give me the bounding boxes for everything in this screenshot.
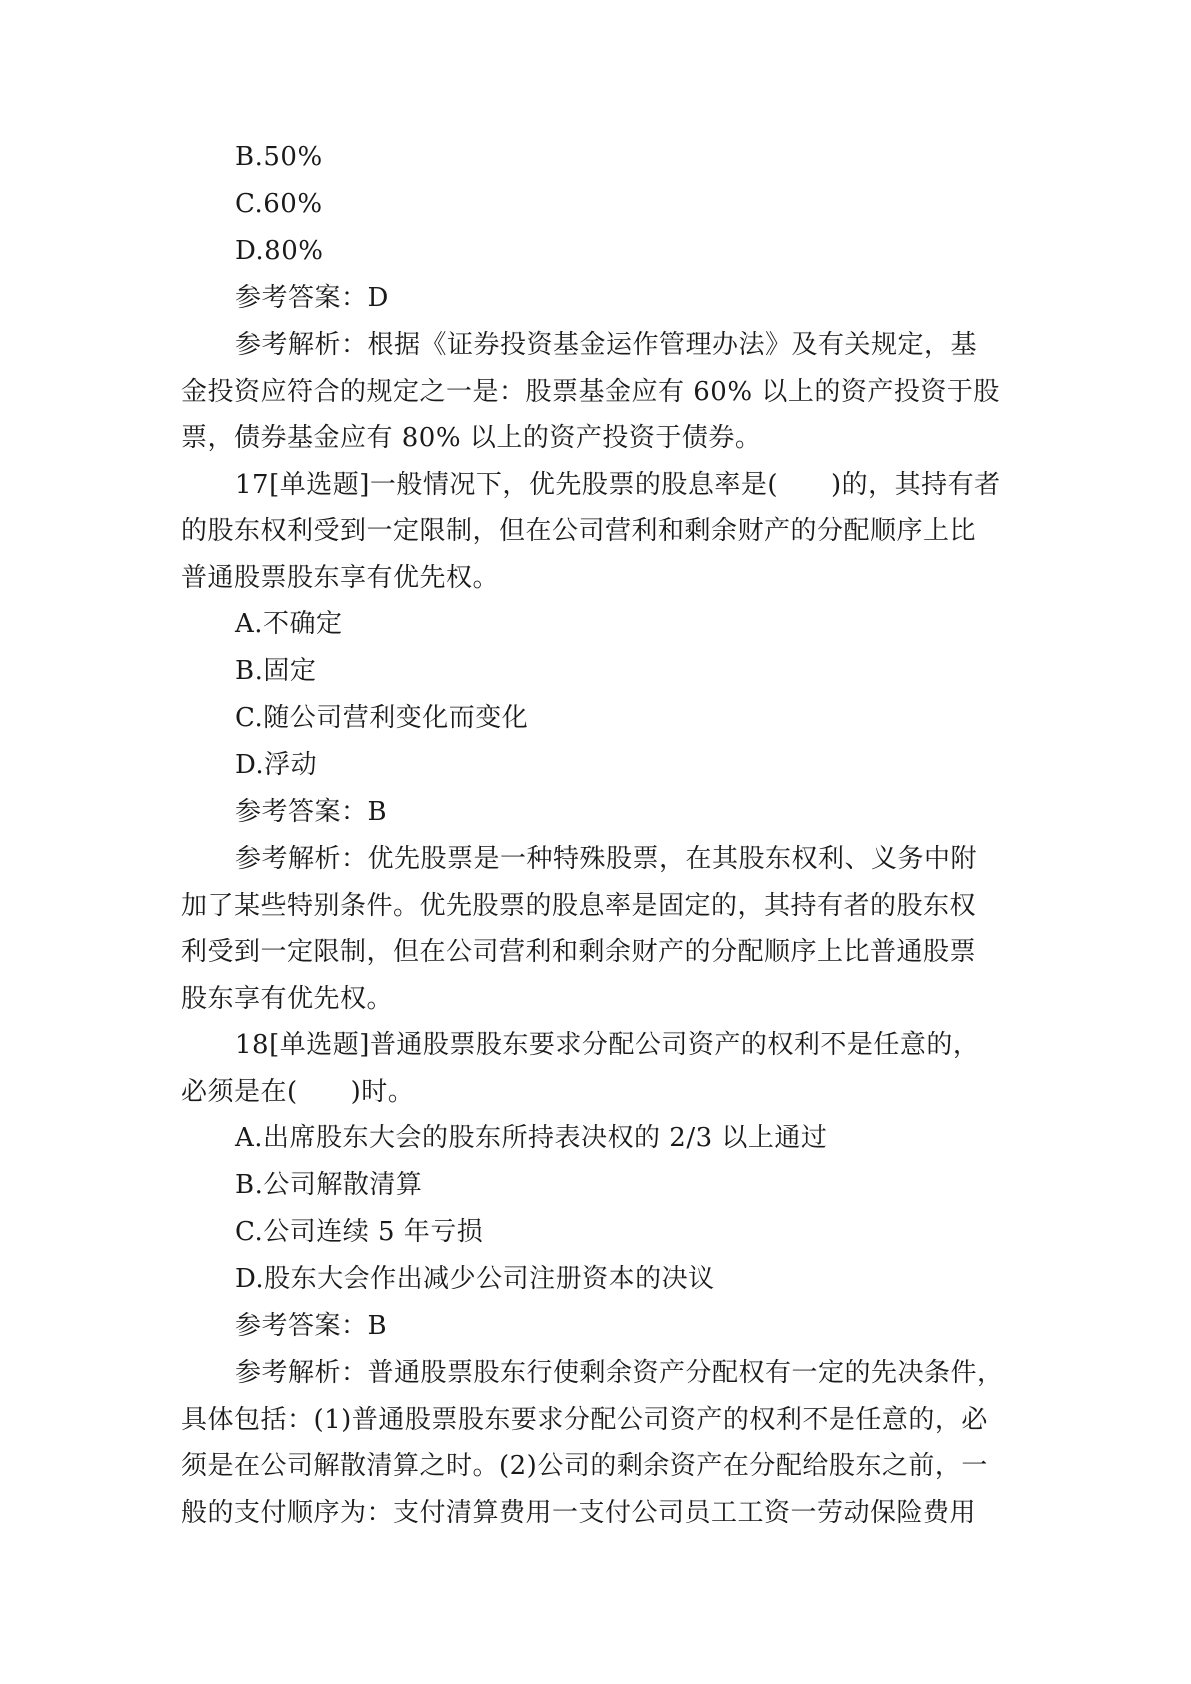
- question-line: 必须是在( )时。: [181, 1076, 415, 1107]
- option-d-q17: D.浮动: [235, 750, 318, 780]
- explanation-q17: [181, 836, 1015, 1022]
- option-c-q17: C.随公司营利变化而变化: [235, 703, 529, 733]
- option-a-q17: A.不确定: [235, 609, 343, 639]
- answer-q16: 参考答案：D: [235, 283, 389, 313]
- explanation-q16: [181, 322, 1015, 462]
- option-d-q18: D.股东大会作出减少公司注册资本的决议: [235, 1264, 715, 1294]
- explanation-line: 般的支付顺序为：支付清算费用一支付公司员工工资一劳动保险费用: [181, 1497, 977, 1528]
- answer-q17: 参考答案：B: [235, 797, 388, 827]
- explanation-line: 股东享有优先权。: [181, 983, 394, 1014]
- option-b-q17: B.固定: [235, 656, 317, 686]
- explanation-line: 参考解析：根据《证券投资基金运作管理办法》及有关规定，基: [235, 330, 978, 360]
- explanation-line: 参考解析：优先股票是一种特殊股票，在其股东权利、义务中附: [235, 844, 978, 874]
- option-d-q16: D.80%: [235, 236, 324, 266]
- explanation-q18: [181, 1350, 1015, 1536]
- explanation-line: 加了某些特别条件。优先股票的股息率是固定的，其持有者的股东权: [181, 890, 977, 921]
- explanation-line: 须是在公司解散清算之时。(2)公司的剩余资产在分配给股东之前，一: [181, 1451, 988, 1481]
- explanation-line: 具体包括：(1)普通股票股东要求分配公司资产的权利不是任意的，必: [181, 1404, 988, 1435]
- question-17: [181, 462, 1015, 602]
- option-a-q18: A.出席股东大会的股东所持表决权的 2/3 以上通过: [235, 1123, 828, 1153]
- question-line: 18[单选题]普通股票股东要求分配公司资产的权利不是任意的，: [235, 1030, 980, 1060]
- question-18: [181, 1022, 1015, 1115]
- option-c-q18: C.公司连续 5 年亏损: [235, 1217, 484, 1247]
- question-line: 普通股票股东享有优先权。: [181, 562, 500, 593]
- option-b-q16: B.50%: [235, 142, 323, 172]
- explanation-line: 利受到一定限制，但在公司营利和剩余财产的分配顺序上比普通股票: [181, 937, 977, 967]
- question-line: 的股东权利受到一定限制，但在公司营利和剩余财产的分配顺序上比: [181, 516, 977, 546]
- explanation-line: 金投资应符合的规定之一是：股票基金应有 60% 以上的资产投资于股: [181, 376, 1000, 407]
- option-b-q18: B.公司解散清算: [235, 1170, 423, 1200]
- explanation-line: 票，债券基金应有 80% 以上的资产投资于债券。: [181, 423, 762, 453]
- explanation-line: 参考解析：普通股票股东行使剩余资产分配权有一定的先决条件，: [235, 1358, 1004, 1388]
- question-line: 17[单选题]一般情况下，优先股票的股息率是( )的，其持有者: [235, 469, 1001, 500]
- answer-q18: 参考答案：B: [235, 1311, 388, 1341]
- option-c-q16: C.60%: [235, 189, 323, 219]
- document-page: [181, 134, 1015, 1536]
